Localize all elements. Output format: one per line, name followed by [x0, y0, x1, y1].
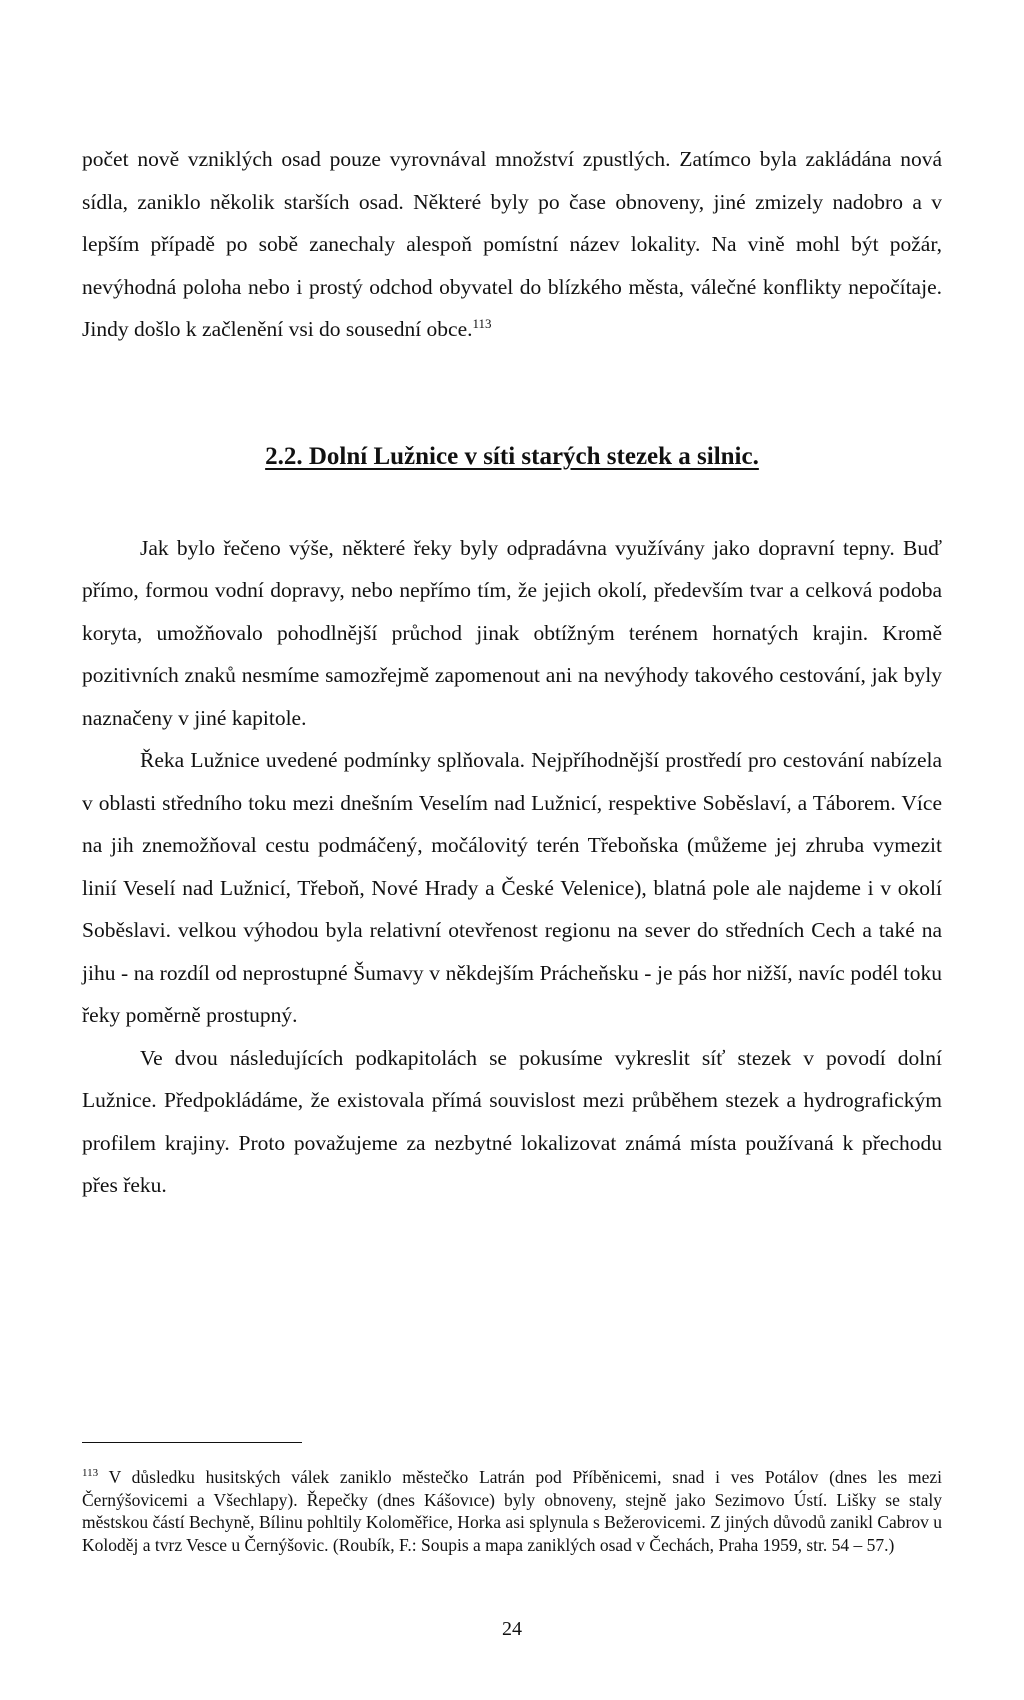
- paragraph-3: Ve dvou následujících podkapitolách se pokusíme vykreslit síť stezek v povodí dolní Lužnice. Předpokládáme, že existovala přímá souvislost mezi průběhem stezek a hydrografickým profilem krajiny. Proto považujeme za nezbytné lokalizovat známá místa používaná k přechodu přes řeku.: [82, 1045, 942, 1197]
- footnote-ref: 113: [472, 315, 492, 331]
- footnote: [82, 1466, 942, 1556]
- paragraph-1: Jak bylo řečeno výše, některé řeky byly odpradávna využívány jako dopravní tepny. Buď přímo, formou vodní dopravy, nebo nepřímo tím, že jejich okolí, především tvar a celková podoba koryta, umožňovalo pohodlnější průchod jinak obtížným terénem hornatých krajin. Kromě pozitivních znaků nesmíme samozřejmě zapomenout ani na nevýhody takového cestování, jak byly naznačeny v jiné kapitole.: [82, 535, 942, 730]
- section-heading: 2.2. Dolní Lužnice v síti starých stezek a silnic.: [265, 442, 759, 470]
- paragraph-2: Řeka Lužnice uvedené podmínky splňovala. Nejpříhodnější prostředí pro cestování nabízela v oblasti středního toku mezi dnešním Veselím nad Lužnicí, respektive Soběslaví, a Táborem. Více na jih znemožňoval cestu podmáčený, močálovitý terén Třeboňska (můžeme jej zhruba vymezit linií Veselí nad Lužnicí, Třeboň, Nové Hrady a České Velenice), blatná pole ale najdeme i v okolí Soběslavi. velkou výhodou byla relativní otevřenost regionu na sever do středních Cech a také na jihu - na rozdíl od neprostupné Šumavy v někdejším Prácheňsku - je pás hor nižší, navíc podél toku řeky poměrně prostupný.: [82, 748, 942, 1027]
- footnote-number: 113: [82, 1467, 99, 1480]
- paragraph-intro: [82, 138, 942, 351]
- page-body: [82, 138, 942, 1207]
- footnote-text: V důsledku husitských válek zaniklo městečko Latrán pod Příběnicemi, snad i ves Potálov (dnes les mezi Černýšovicemi a Všechlapy). Řepečky (dnes Kášovıce) byly obnoveny, stejně jako Sezimovo Ústí. Lišky se staly městskou částí Bechyně, Bílinu pohltily Koloměřice, Horka asi splynula s Bežerovicemi. Z jiných důvodů zanikl Cabrov u Koloděj a tvrz Vesce u Černýšovic. (Roubík, F.: Soupis a mapa zaniklých osad v Čechách, Praha 1959, str. 54 – 57.): [82, 1467, 943, 1555]
- footnote-text-line: [82, 1466, 942, 1556]
- paragraph-intro-text: počet nově vzniklých osad pouze vyrovnával množství zpustlých. Zatímco byla zakládána nová sídla, zaniklo několik starších osad. Některé byly po čase obnoveny, jiné zmizely nadobro a v lepším případě po sobě zanechaly alespoň pomístní název lokality. Na vině mohl být požár, nevýhodná poloha nebo i prostý odchod obyvatel do blízkého města, válečné konflikty nepočítaje. Jindy došlo k začlenění vsi do sousední obce.: [82, 147, 942, 341]
- footnote-divider: [82, 1442, 302, 1443]
- page-number: 24: [502, 1618, 522, 1640]
